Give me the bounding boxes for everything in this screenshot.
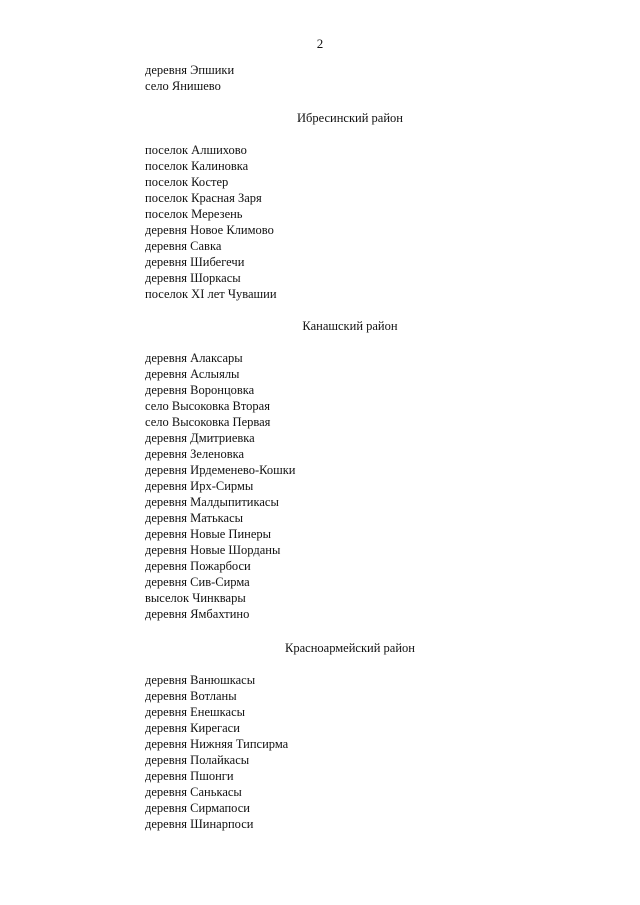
section-list-krasnoarmeysky	[145, 672, 288, 832]
list-item: поселок Красная Заря	[145, 191, 262, 205]
section-list-ibresinsky	[145, 142, 277, 302]
list-item: деревня Матькасы	[145, 511, 244, 525]
list-item: деревня Новые Шорданы	[145, 543, 281, 557]
list-item: деревня Савка	[145, 239, 222, 253]
list-item: деревня Эпшики	[145, 63, 235, 77]
list-item: деревня Сирмапоси	[145, 801, 250, 815]
list-item: деревня Енешкасы	[145, 705, 246, 719]
list-item: деревня Новые Пинеры	[145, 527, 272, 541]
list-item: деревня Ванюшкасы	[145, 673, 256, 687]
list-item: деревня Санькасы	[145, 785, 242, 799]
list-item: поселок Алшихово	[145, 143, 247, 157]
list-item: деревня Ирдеменево-Кошки	[145, 463, 296, 477]
list-item: поселок Костер	[145, 175, 229, 189]
list-item: деревня Ямбахтино	[145, 607, 250, 621]
list-item: село Высоковка Вторая	[145, 399, 270, 413]
intro-list	[145, 62, 234, 94]
section-list-kanashsky	[145, 350, 295, 622]
section-heading-ibresinsky: Ибресинский район	[297, 111, 403, 125]
list-item: деревня Полайкасы	[145, 753, 250, 767]
section-heading-krasnoarmeysky: Красноармейский район	[285, 641, 415, 655]
page-number: 2	[316, 36, 324, 51]
list-item: деревня Сив-Сирма	[145, 575, 250, 589]
list-item: поселок Мерезень	[145, 207, 243, 221]
list-item: деревня Зеленовка	[145, 447, 245, 461]
list-item: деревня Аслыялы	[145, 367, 240, 381]
list-item: деревня Дмитриевка	[145, 431, 255, 445]
list-item: поселок XI лет Чувашии	[145, 287, 277, 301]
list-item: село Янишево	[145, 79, 221, 93]
list-item: деревня Кирегаси	[145, 721, 240, 735]
list-item: деревня Ирх-Сирмы	[145, 479, 254, 493]
list-item: деревня Пшонги	[145, 769, 234, 783]
list-item: выселок Чинквары	[145, 591, 246, 605]
list-item: деревня Воронцовка	[145, 383, 255, 397]
list-item: поселок Калиновка	[145, 159, 249, 173]
list-item: деревня Малдыпитикасы	[145, 495, 279, 509]
list-item: деревня Алаксары	[145, 351, 243, 365]
list-item: село Высоковка Первая	[145, 415, 271, 429]
section-heading-kanashsky: Канашский район	[302, 319, 398, 333]
list-item: деревня Пожарбоси	[145, 559, 251, 573]
list-item: деревня Вотланы	[145, 689, 237, 703]
list-item: деревня Шоркасы	[145, 271, 241, 285]
list-item: деревня Новое Климово	[145, 223, 274, 237]
list-item: деревня Шинарпоси	[145, 817, 254, 831]
list-item: деревня Шибегечи	[145, 255, 245, 269]
list-item: деревня Нижняя Типсирма	[145, 737, 289, 751]
